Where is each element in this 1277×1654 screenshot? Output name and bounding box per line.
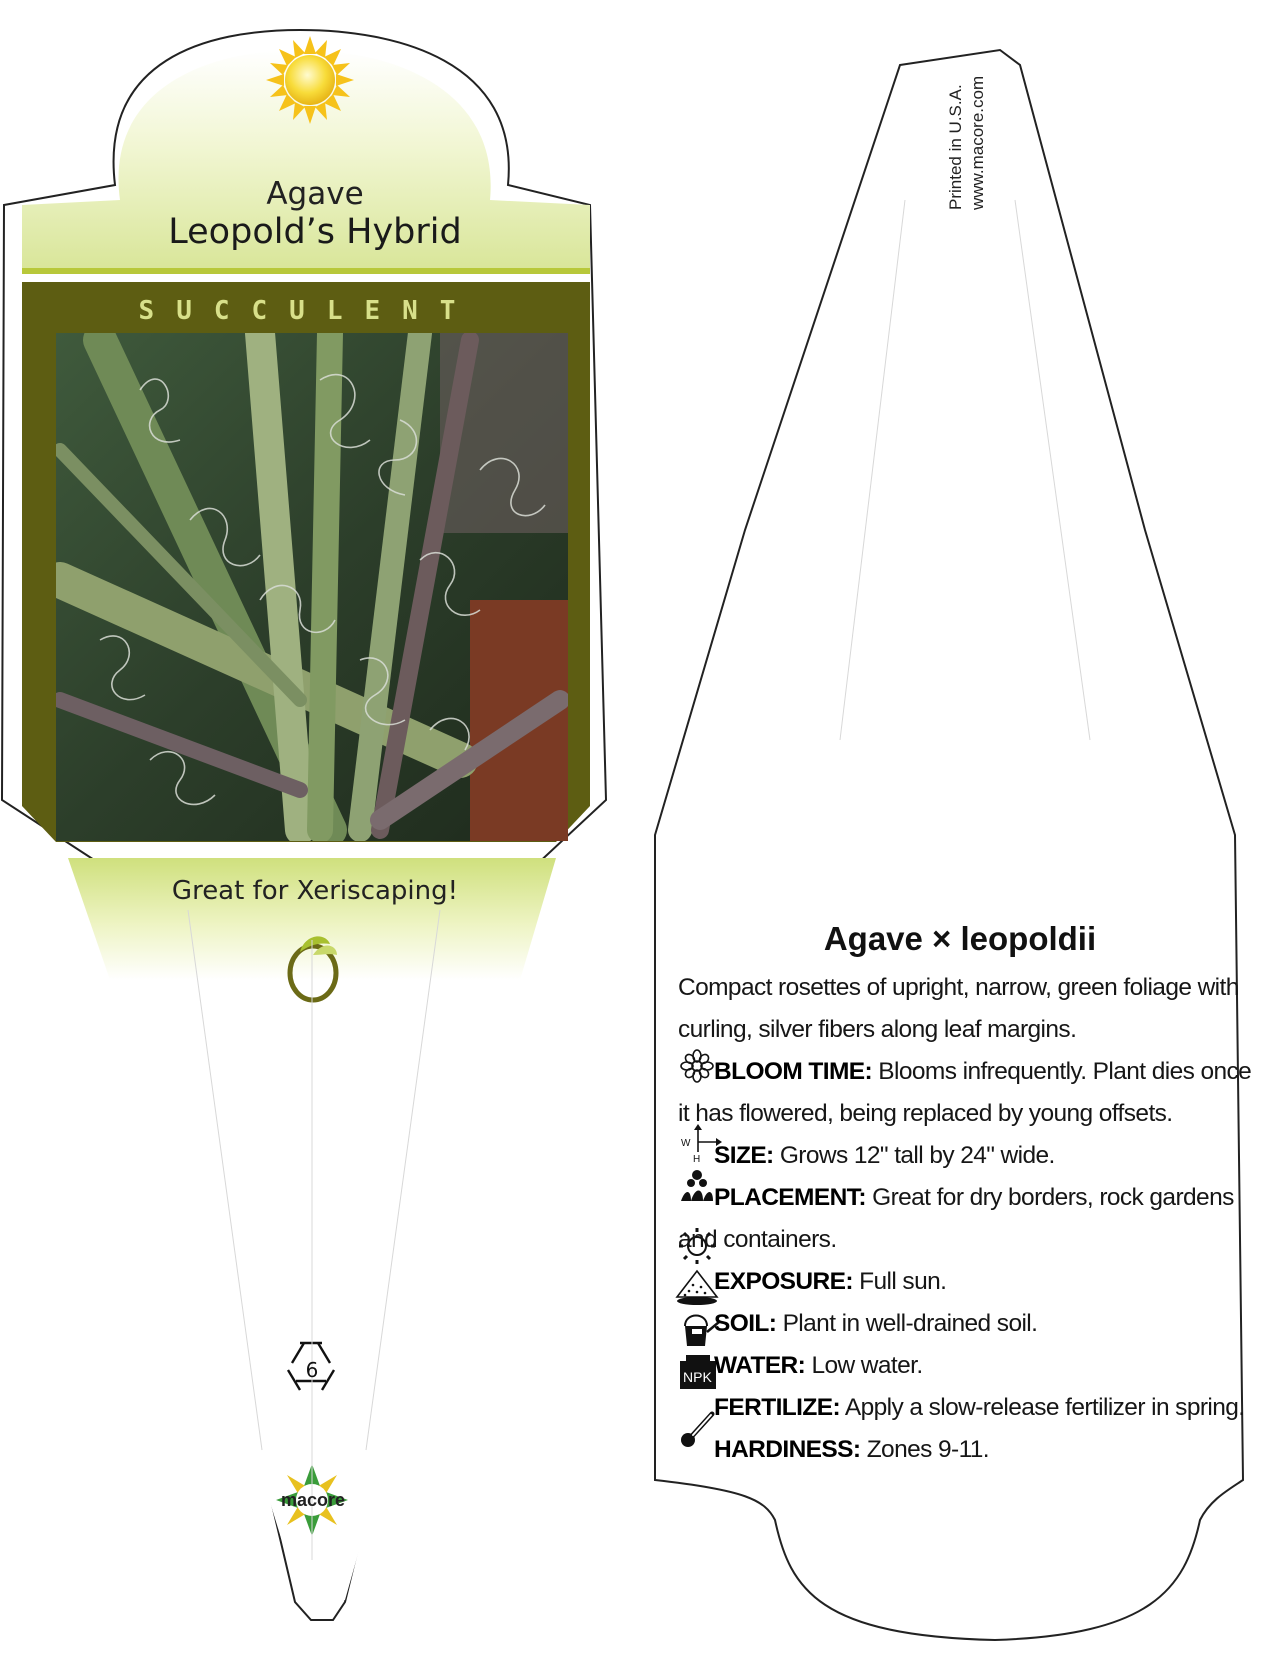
watering-can-icon	[678, 1352, 708, 1378]
recycle-code: 6	[305, 1358, 319, 1382]
header-divider	[22, 268, 590, 274]
attr-placement	[678, 1177, 1258, 1261]
attr-label: BLOOM TIME:	[714, 1058, 873, 1085]
attr-text: Plant in well-drained soil.	[782, 1310, 1038, 1337]
attr-hardiness	[678, 1429, 1258, 1471]
garden-icon	[678, 1184, 708, 1210]
attr-label: FERTILIZE:	[714, 1394, 841, 1421]
plant-info	[678, 967, 1258, 1471]
attr-text: Grows 12" tall by 24" wide.	[779, 1142, 1055, 1169]
attr-text: Apply a slow-release fertilizer in spring.	[844, 1394, 1245, 1421]
attr-size	[678, 1135, 1258, 1177]
attr-text: Blooms infrequently. Plant dies once it has flowered, being replaced by young offsets.	[678, 1058, 1252, 1127]
flower-icon	[678, 1058, 708, 1084]
attr-text: Low water.	[811, 1352, 923, 1379]
sun-icon	[678, 1268, 708, 1294]
attr-label: EXPOSURE:	[714, 1268, 853, 1295]
attr-exposure	[678, 1261, 1258, 1303]
plant-category: SUCCULENT	[138, 296, 478, 326]
description: Compact rosettes of upright, narrow, green foliage with curling, silver fibers along leaf margins.	[678, 974, 1239, 1043]
sun-icon	[266, 36, 354, 124]
attr-text: Zones 9-11.	[866, 1436, 990, 1463]
website: www.macore.com	[968, 75, 987, 210]
attr-label: SIZE:	[714, 1142, 774, 1169]
attr-fertilize	[678, 1387, 1258, 1429]
attr-soil	[678, 1303, 1258, 1345]
attr-water	[678, 1345, 1258, 1387]
size-w-label: W	[681, 1138, 691, 1149]
attr-label: HARDINESS:	[714, 1436, 861, 1463]
attr-label: PLACEMENT:	[714, 1184, 866, 1211]
size-h-label: H	[693, 1154, 701, 1165]
plant-genus: Agave	[266, 176, 364, 212]
npk-icon	[678, 1394, 708, 1420]
soil-icon	[678, 1310, 708, 1336]
attr-text: Full sun.	[859, 1268, 947, 1295]
npk-label: NPK	[683, 1369, 712, 1385]
printed-in: Printed in U.S.A.	[946, 84, 965, 210]
species-name: Agave × leopoldii	[823, 920, 1097, 957]
attr-bloom-time	[678, 1051, 1258, 1135]
attr-text: Great for dry borders, rock gardens and containers.	[678, 1184, 1234, 1253]
plant-common-name: Leopold’s Hybrid	[168, 212, 462, 252]
brand-name: macore	[280, 1490, 346, 1510]
size-arrows-icon	[678, 1142, 708, 1168]
tagline: Great for Xeriscaping!	[171, 876, 459, 906]
attr-label: WATER:	[714, 1352, 806, 1379]
plant-photo	[56, 333, 568, 841]
attr-label: SOIL:	[714, 1310, 777, 1337]
thermometer-icon	[678, 1436, 708, 1462]
